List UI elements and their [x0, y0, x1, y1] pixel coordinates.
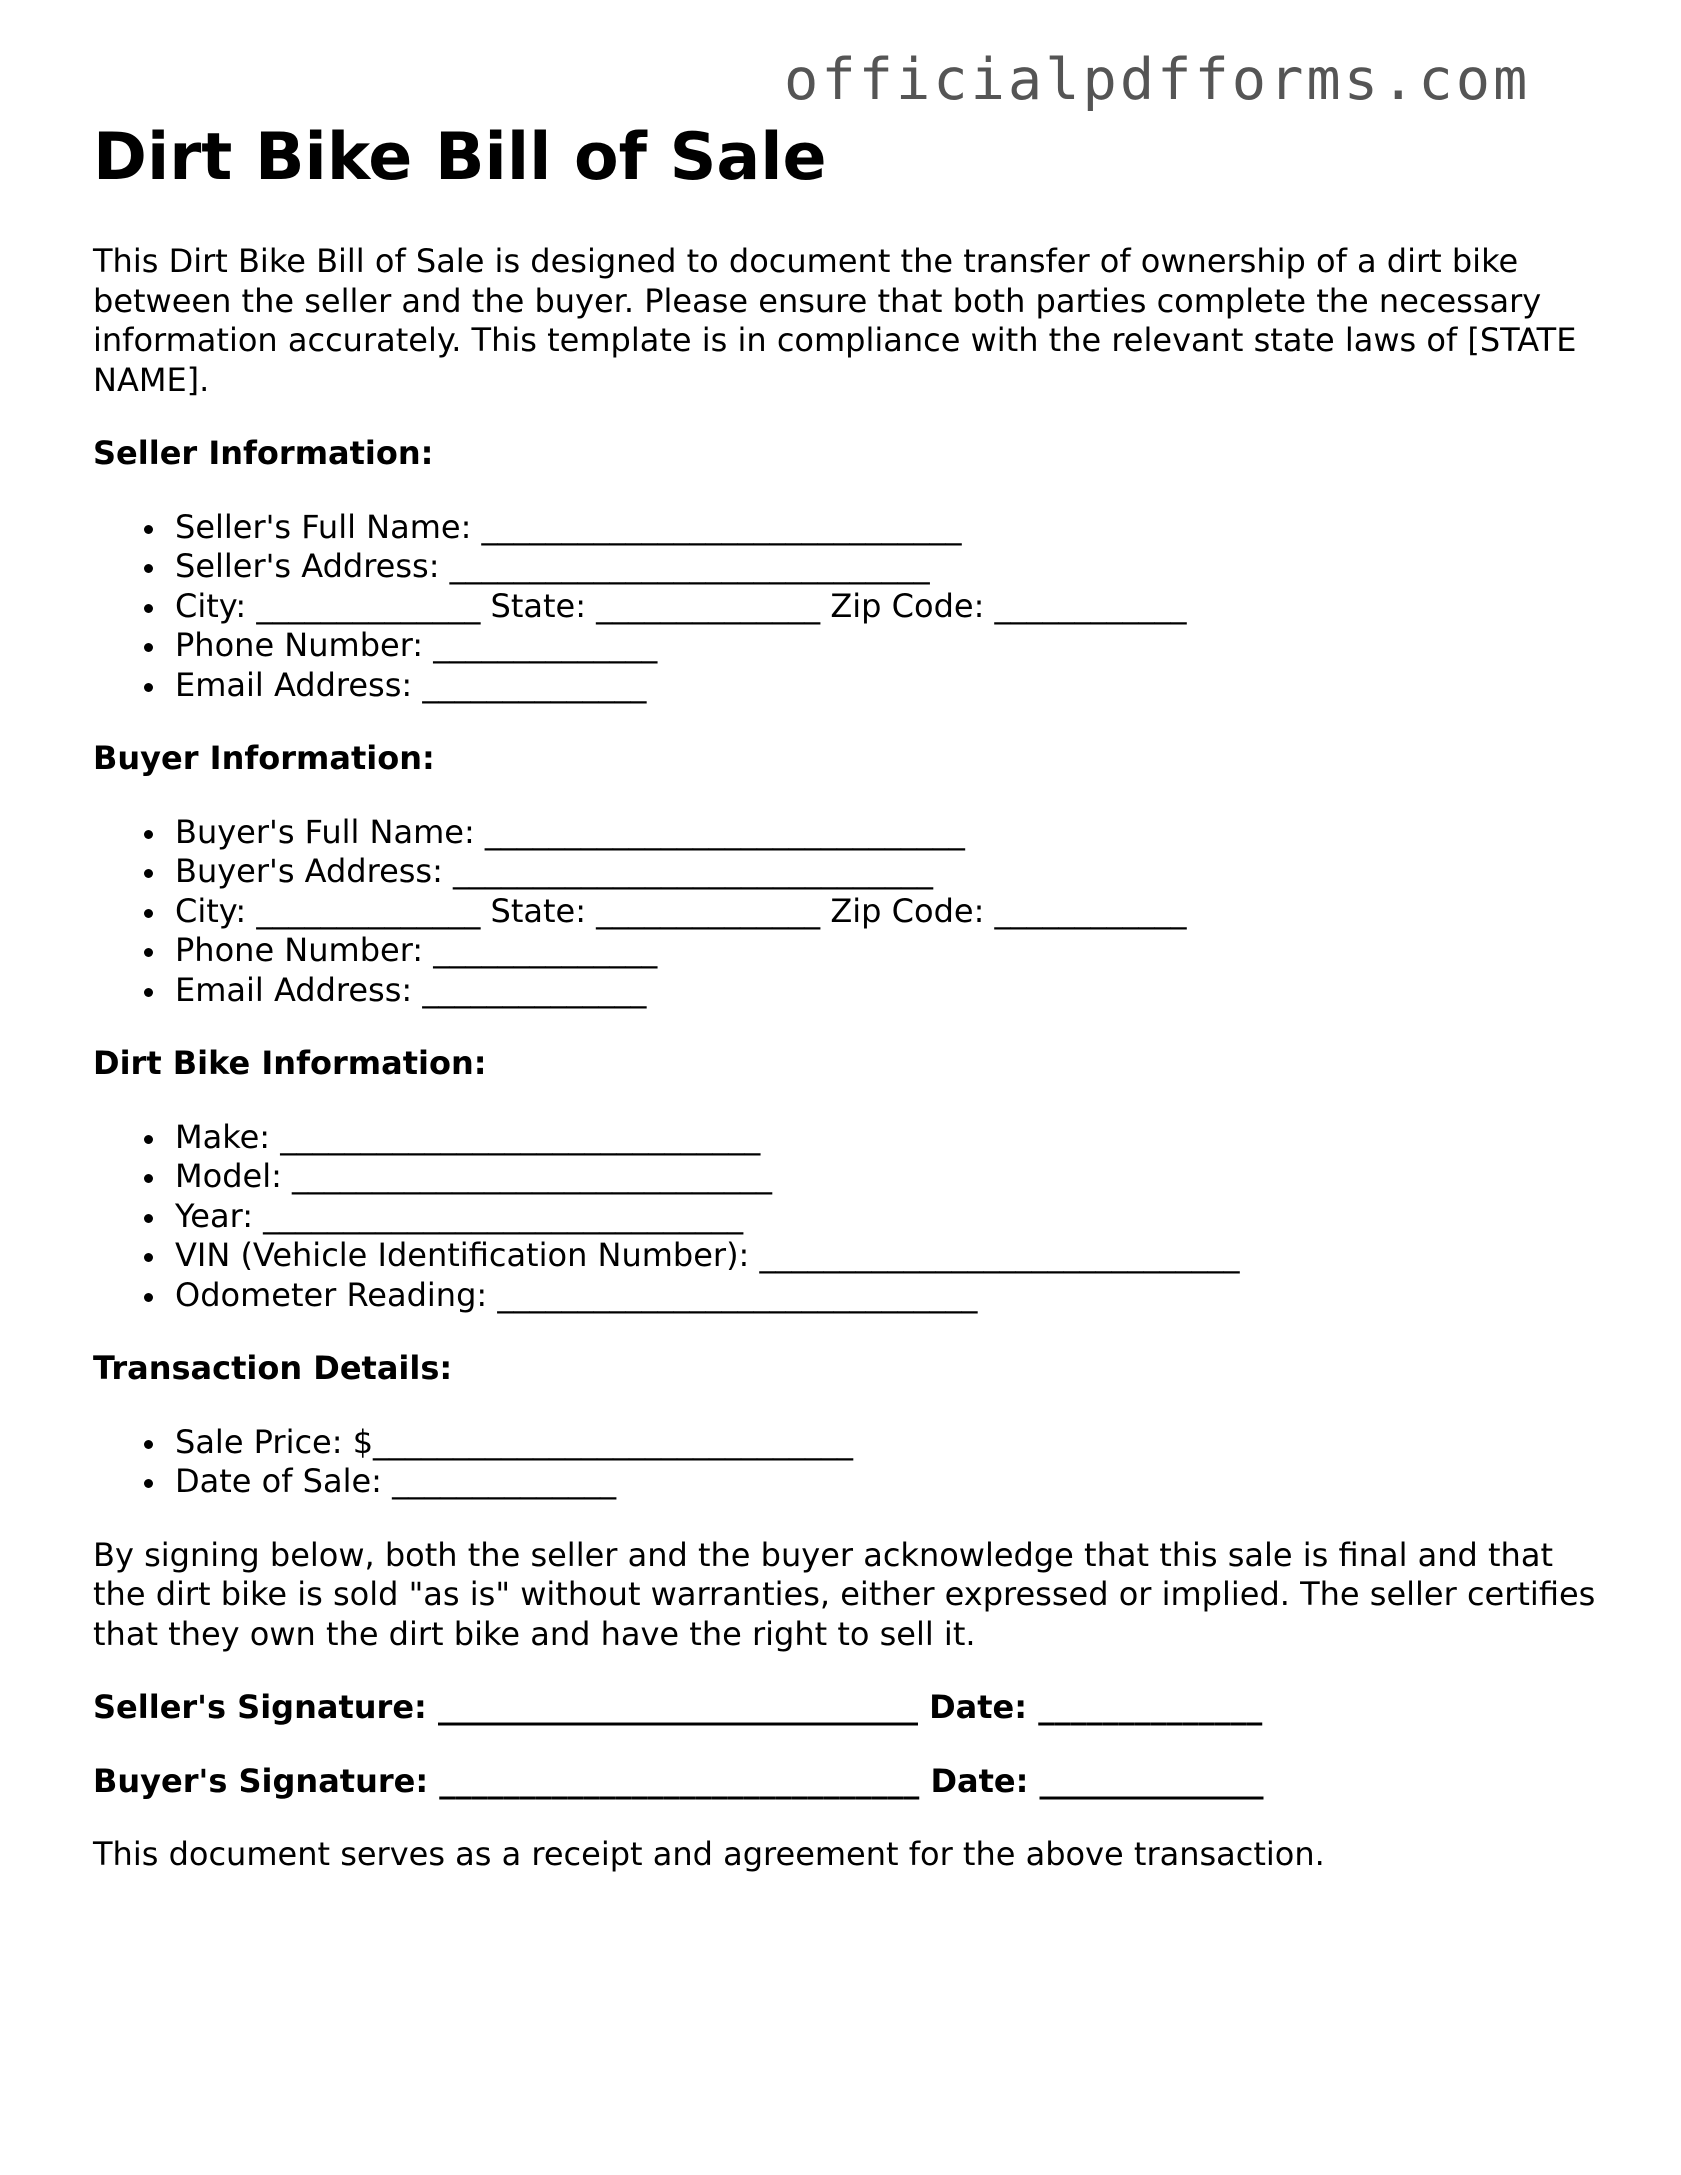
buyer-full-name-field[interactable]: Buyer's Full Name: ______________________________ [175, 813, 1603, 853]
buyer-address-field[interactable]: Buyer's Address: ______________________________ [175, 852, 1603, 892]
seller-phone-field[interactable]: Phone Number: ______________ [175, 626, 1603, 666]
buyer-email-field[interactable]: Email Address: ______________ [175, 971, 1603, 1011]
bike-make-field[interactable]: Make: ______________________________ [175, 1118, 1603, 1158]
watermark: officialpdfforms.com [784, 47, 1531, 113]
page-title: Dirt Bike Bill of Sale [93, 120, 827, 195]
buyer-city-state-zip-field[interactable]: City: ______________ State: ______________ Zip Code: ____________ [175, 892, 1603, 932]
intro-paragraph: This Dirt Bike Bill of Sale is designed to document the transfer of ownership of a dirt bike between the seller and the buyer. Please ensure that both parties complete the necessary information accurately. This template is in compliance with the relevant state laws of [STATE NAME]. [93, 242, 1577, 399]
bike-info-list [93, 1118, 1603, 1316]
seller-email-field[interactable]: Email Address: ______________ [175, 666, 1603, 706]
seller-section-heading: Seller Information: [93, 434, 434, 472]
bike-odometer-field[interactable]: Odometer Reading: ______________________________ [175, 1276, 1603, 1316]
seller-address-field[interactable]: Seller's Address: ______________________________ [175, 547, 1603, 587]
seller-full-name-field[interactable]: Seller's Full Name: ______________________________ [175, 508, 1603, 548]
buyer-section-heading: Buyer Information: [93, 739, 435, 777]
closing-statement: This document serves as a receipt and agreement for the above transaction. [93, 1835, 1325, 1873]
transaction-info-list [93, 1423, 1603, 1502]
buyer-signature-line[interactable]: Buyer's Signature: ______________________________ Date: ______________ [93, 1761, 1264, 1800]
seller-signature-line[interactable]: Seller's Signature: ______________________________ Date: ______________ [93, 1688, 1263, 1726]
bike-vin-field[interactable]: VIN (Vehicle Identification Number): ______________________________ [175, 1236, 1603, 1276]
acknowledgement-paragraph: By signing below, both the seller and the buyer acknowledge that this sale is final and that the dirt bike is sold "as is" without warranties, either expressed or implied. The seller certifies that they own the dirt bike and have the right to sell it. [93, 1535, 1596, 1653]
bike-year-field[interactable]: Year: ______________________________ [175, 1197, 1603, 1237]
buyer-info-list [93, 813, 1603, 1011]
seller-city-state-zip-field[interactable]: City: ______________ State: ______________ Zip Code: ____________ [175, 587, 1603, 627]
bike-model-field[interactable]: Model: ______________________________ [175, 1157, 1603, 1197]
buyer-phone-field[interactable]: Phone Number: ______________ [175, 931, 1603, 971]
seller-info-list [93, 508, 1603, 706]
transaction-section-heading: Transaction Details: [93, 1349, 453, 1387]
sale-price-field[interactable]: Sale Price: $______________________________ [175, 1423, 1603, 1463]
document-body [93, 118, 1603, 1875]
bike-section-heading: Dirt Bike Information: [93, 1044, 487, 1082]
sale-date-field[interactable]: Date of Sale: ______________ [175, 1462, 1603, 1502]
